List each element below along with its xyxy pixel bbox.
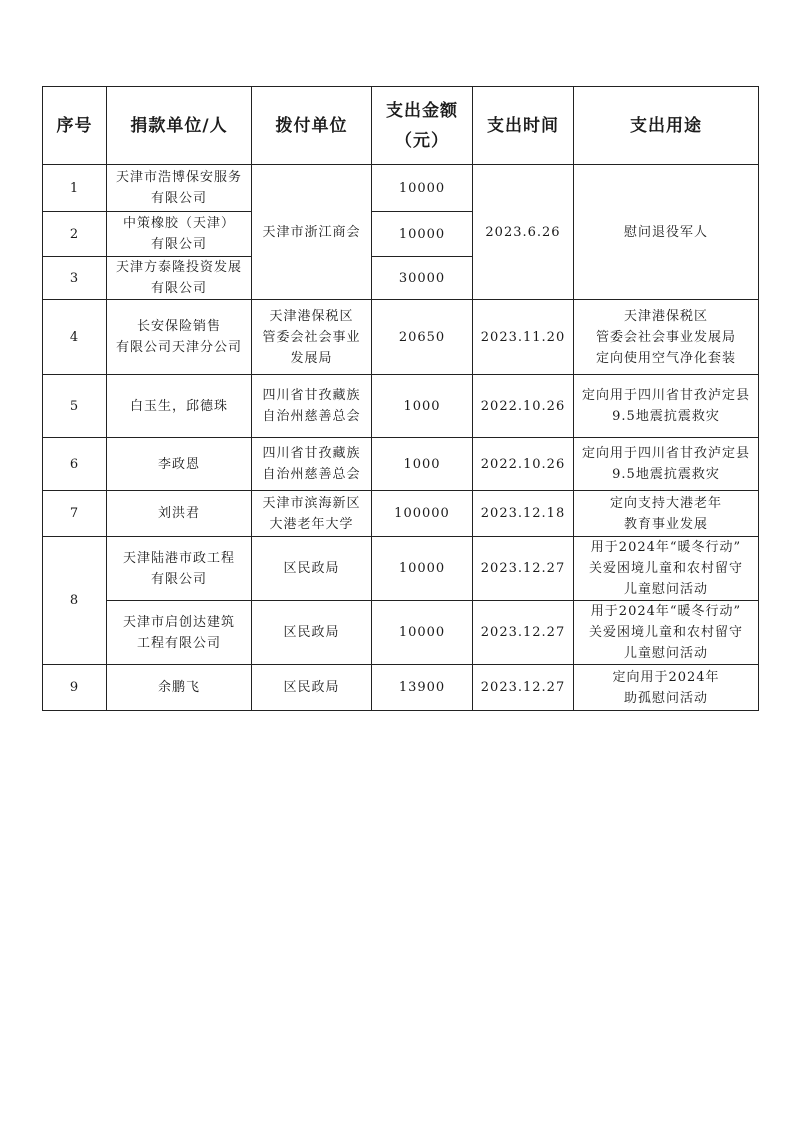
row-purpose: 定向支持大港老年 教育事业发展: [574, 491, 759, 537]
row-seq: 6: [43, 438, 107, 491]
row-seq: 1: [43, 165, 107, 212]
row-allocator: 天津市浙江商会: [252, 165, 372, 300]
row-purpose: 定向用于四川省甘孜泸定县 9.5地震抗震救灾: [574, 375, 759, 438]
row-donor: 天津方泰隆投资发展 有限公司: [107, 257, 252, 300]
row-date: 2023.12.18: [473, 491, 574, 537]
row-seq: 8: [43, 537, 107, 665]
row-donor: 中策橡胶（天津） 有限公司: [107, 212, 252, 257]
row-date: 2023.12.27: [473, 537, 574, 601]
row-donor: 天津陆港市政工程 有限公司: [107, 537, 252, 601]
row-purpose: 慰问退役军人: [574, 165, 759, 300]
row-seq: 5: [43, 375, 107, 438]
table-row: [43, 665, 759, 711]
header-row: [43, 87, 759, 165]
row-purpose: 定向用于2024年 助孤慰问活动: [574, 665, 759, 711]
row-amount: 10000: [372, 537, 473, 601]
row-donor: 白玉生，邱德珠: [107, 375, 252, 438]
row-allocator: 天津港保税区 管委会社会事业 发展局: [252, 300, 372, 375]
row-donor: 长安保险销售 有限公司天津分公司: [107, 300, 252, 375]
row-purpose: 用于2024年“暖冬行动” 关爱困境儿童和农村留守 儿童慰问活动: [574, 537, 759, 601]
row-date: 2023.12.27: [473, 665, 574, 711]
row-amount: 100000: [372, 491, 473, 537]
header-date: 支出时间: [473, 87, 574, 165]
header-amount: 支出金额 （元）: [372, 87, 473, 165]
header-allocator: 拨付单位: [252, 87, 372, 165]
row-seq: 7: [43, 491, 107, 537]
row-purpose: 定向用于四川省甘孜泸定县 9.5地震抗震救灾: [574, 438, 759, 491]
row-allocator: 区民政局: [252, 665, 372, 711]
row-donor: 李政恩: [107, 438, 252, 491]
header-seq: 序号: [43, 87, 107, 165]
row-allocator: 区民政局: [252, 537, 372, 601]
row-seq: 9: [43, 665, 107, 711]
table-row: [43, 375, 759, 438]
row-date: 2023.6.26: [473, 165, 574, 300]
row-donor: 余鹏飞: [107, 665, 252, 711]
row-purpose: 天津港保税区 管委会社会事业发展局 定向使用空气净化套装: [574, 300, 759, 375]
row-amount: 1000: [372, 375, 473, 438]
row-allocator: 天津市滨海新区 大港老年大学: [252, 491, 372, 537]
table-row: [43, 537, 759, 601]
row-amount: 30000: [372, 257, 473, 300]
row-allocator: 四川省甘孜藏族 自治州慈善总会: [252, 438, 372, 491]
table-row: [43, 491, 759, 537]
row-allocator: 四川省甘孜藏族 自治州慈善总会: [252, 375, 372, 438]
table-row: [43, 438, 759, 491]
donation-table: [42, 86, 759, 711]
row-amount: 10000: [372, 601, 473, 665]
row-allocator: 区民政局: [252, 601, 372, 665]
row-donor: 天津市浩博保安服务 有限公司: [107, 165, 252, 212]
table-row: [43, 165, 759, 212]
header-donor: 捐款单位/人: [107, 87, 252, 165]
row-donor: 刘洪君: [107, 491, 252, 537]
table-row: [43, 601, 759, 665]
row-amount: 1000: [372, 438, 473, 491]
row-seq: 3: [43, 257, 107, 300]
header-purpose: 支出用途: [574, 87, 759, 165]
row-date: 2022.10.26: [473, 438, 574, 491]
row-date: 2023.12.27: [473, 601, 574, 665]
row-donor: 天津市启创达建筑 工程有限公司: [107, 601, 252, 665]
row-amount: 13900: [372, 665, 473, 711]
row-amount: 20650: [372, 300, 473, 375]
row-purpose: 用于2024年“暖冬行动” 关爱困境儿童和农村留守 儿童慰问活动: [574, 601, 759, 665]
row-amount: 10000: [372, 165, 473, 212]
row-seq: 2: [43, 212, 107, 257]
row-amount: 10000: [372, 212, 473, 257]
row-date: 2023.11.20: [473, 300, 574, 375]
row-date: 2022.10.26: [473, 375, 574, 438]
table-row: [43, 300, 759, 375]
row-seq: 4: [43, 300, 107, 375]
